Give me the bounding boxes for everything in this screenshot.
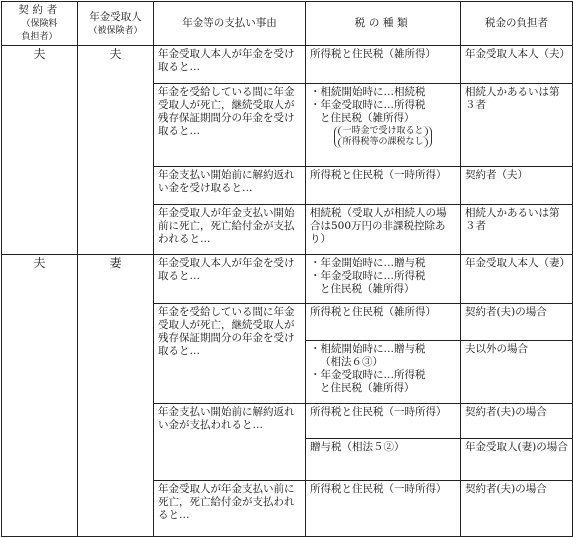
- tax-cell: 所得税と住民税（一時所得）: [306, 166, 461, 204]
- header-recipient: 年金受取人 （被保険者）: [78, 2, 154, 46]
- bearer-cell: 年金受取人(妻)の場合: [461, 439, 573, 480]
- tax-cell: ・年金開始時に…贈与税 ・年金受取時に…所得税 と住民税（雑所得）: [306, 255, 461, 303]
- tax-cell: 所得税と住民税（一時所得）: [306, 404, 461, 439]
- reason-cell: 年金受取人本人が年金を受け取ると…: [154, 46, 306, 84]
- tax-cell: ・相続開始時に…相続税 ・年金受取時に…所得税 と住民税（雑所得） 一時金で受け取ると 所得税等の課税なし: [306, 84, 461, 166]
- tax-cell: 所得税と住民税（一時所得）: [306, 480, 461, 536]
- table-row: [2, 255, 573, 303]
- reason-cell: 年金を受給している間に年金受取人が死亡，継続受取人が残存保証期間分の年金を受け取ると…: [154, 303, 306, 404]
- bearer-cell: 相続人かあるいは第３者: [461, 205, 573, 255]
- reason-cell: 年金受取人が年金支払い開始前に死亡，死亡給付金が支払われると…: [154, 205, 306, 255]
- header-contractor: 契約者 （保険料 負担者）: [2, 2, 78, 46]
- header-row: [2, 2, 573, 46]
- table-row: [2, 46, 573, 84]
- contractor-cell: 夫: [2, 255, 78, 537]
- lump-sum-note: 一時金で受け取ると 所得税等の課税なし: [310, 126, 456, 148]
- reason-cell: 年金受取人本人が年金を受け取ると…: [154, 255, 306, 303]
- header-reason: 年金等の支払い事由: [154, 2, 306, 46]
- tax-table: [1, 1, 573, 537]
- tax-cell: 贈与税（相法５②）: [306, 439, 461, 480]
- bearer-cell: 契約者(夫)の場合: [461, 404, 573, 439]
- reason-cell: 年金支払い開始前に解約返れい金を受け取ると…: [154, 166, 306, 204]
- recipient-cell: 夫: [78, 46, 154, 255]
- reason-cell: 年金受取人が年金支払い前に死亡，死亡給付金が支払われると…: [154, 480, 306, 536]
- tax-cell: 相続税（受取人が相続人の場合は500万円の非課税控除あり）: [306, 205, 461, 255]
- bearer-cell: 夫以外の場合: [461, 340, 573, 403]
- tax-cell: ・相続開始時に…贈与税 （相法６③） ・年金受取時に…所得税 と住民税（雑所得）: [306, 340, 461, 403]
- bearer-cell: 契約者（夫）: [461, 166, 573, 204]
- tax-cell: 所得税と住民税（雑所得）: [306, 303, 461, 340]
- recipient-cell: 妻: [78, 255, 154, 537]
- header-bearer: 税金の負担者: [461, 2, 573, 46]
- reason-cell: 年金を受給している間に年金受取人が死亡，継続受取人が残存保証期間分の年金を受け取ると…: [154, 84, 306, 166]
- bearer-cell: 年金受取人本人（妻）: [461, 255, 573, 303]
- bearer-cell: 契約者(夫)の場合: [461, 480, 573, 536]
- reason-cell: 年金支払い開始前に解約返れい金が支払われると…: [154, 404, 306, 480]
- bearer-cell: 相続人かあるいは第３者: [461, 84, 573, 166]
- tax-cell: 所得税と住民税（雑所得）: [306, 46, 461, 84]
- bearer-cell: 契約者(夫)の場合: [461, 303, 573, 340]
- bearer-cell: 年金受取人本人（夫）: [461, 46, 573, 84]
- contractor-cell: 夫: [2, 46, 78, 255]
- header-tax-type: 税の種類: [306, 2, 461, 46]
